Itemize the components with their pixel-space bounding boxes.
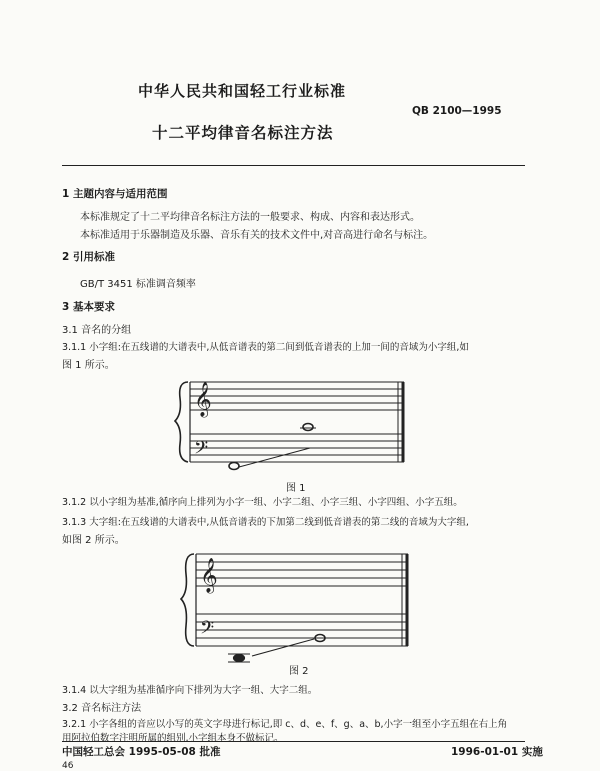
treble-clef-icon: 𝄞	[200, 558, 218, 593]
range-connector-line	[239, 448, 310, 467]
clause-3-1-3-line-2: 如图 2 所示。	[62, 535, 125, 546]
clause-3-2-1-line-1: 3.2.1 小字各组的音应以小写的英文字母进行标记,即 c、d、e、f、g、a、b,小字一组至小字五组在右上角	[62, 719, 508, 730]
clause-3-2: 3.2 音名标注方法	[62, 703, 142, 714]
note-high	[303, 424, 313, 431]
brace	[175, 382, 188, 462]
clause-3-1-1-line-1: 3.1.1 小字组:在五线谱的大谱表中,从低音谱表的第二间到低音谱表的上加一间的音域为小字组,如	[62, 342, 469, 353]
reference-standard: GB/T 3451 标准调音频率	[80, 279, 196, 290]
section-2-heading: 2 引用标准	[62, 251, 115, 263]
clause-3-1-4: 3.1.4 以大字组为基准循序向下排列为大字一组、大字二组。	[62, 685, 318, 696]
clause-3-1-1-line-2: 图 1 所示。	[62, 360, 115, 371]
effective-date: 1996-01-01 实施	[451, 746, 543, 758]
section-1-paragraph-1: 本标准规定了十二平均律音名标注方法的一般要求、构成、内容和表达形式。	[80, 212, 420, 223]
section-1-paragraph-2: 本标准适用于乐器制造及乐器、音乐有关的技术文件中,对音高进行命名与标注。	[80, 230, 434, 241]
figure-1-grand-staff	[174, 368, 414, 480]
figure-2-grand-staff	[180, 542, 416, 666]
footer-rule	[62, 741, 525, 742]
brace	[181, 554, 194, 646]
bass-clef-icon: 𝄢	[200, 618, 215, 643]
treble-clef-icon: 𝄞	[194, 382, 212, 417]
note-low	[234, 655, 245, 662]
clause-3-2-1-line-2: 用阿拉伯数字注明所属的组别,小字组本身不做标记。	[62, 733, 284, 744]
approval-date: 中国轻工总会 1995-05-08 批准	[62, 746, 221, 758]
bass-clef-icon: 𝄢	[194, 438, 209, 463]
page-number: 46	[62, 761, 74, 771]
clause-3-1: 3.1 音名的分组	[62, 325, 132, 336]
section-3-heading: 3 基本要求	[62, 301, 115, 313]
header-rule	[62, 165, 525, 166]
figure-2-caption: 图 2	[289, 666, 309, 677]
note-low	[229, 463, 239, 470]
clause-3-1-3-line-1: 3.1.3 大字组:在五线谱的大谱表中,从低音谱表的下加第二线到低音谱表的第二线的音域为大字组,	[62, 517, 469, 528]
standard-type: 中华人民共和国轻工行业标准	[138, 82, 347, 100]
range-connector-line	[252, 639, 314, 656]
section-1-heading: 1 主题内容与适用范围	[62, 188, 168, 200]
figure-1-caption: 图 1	[286, 483, 306, 494]
document-title: 十二平均律音名标注方法	[152, 124, 334, 142]
clause-3-1-2: 3.1.2 以小字组为基准,循序向上排列为小字一组、小字二组、小字三组、小字四组、小字五组。	[62, 497, 463, 508]
standard-code: QB 2100—1995	[412, 105, 502, 117]
